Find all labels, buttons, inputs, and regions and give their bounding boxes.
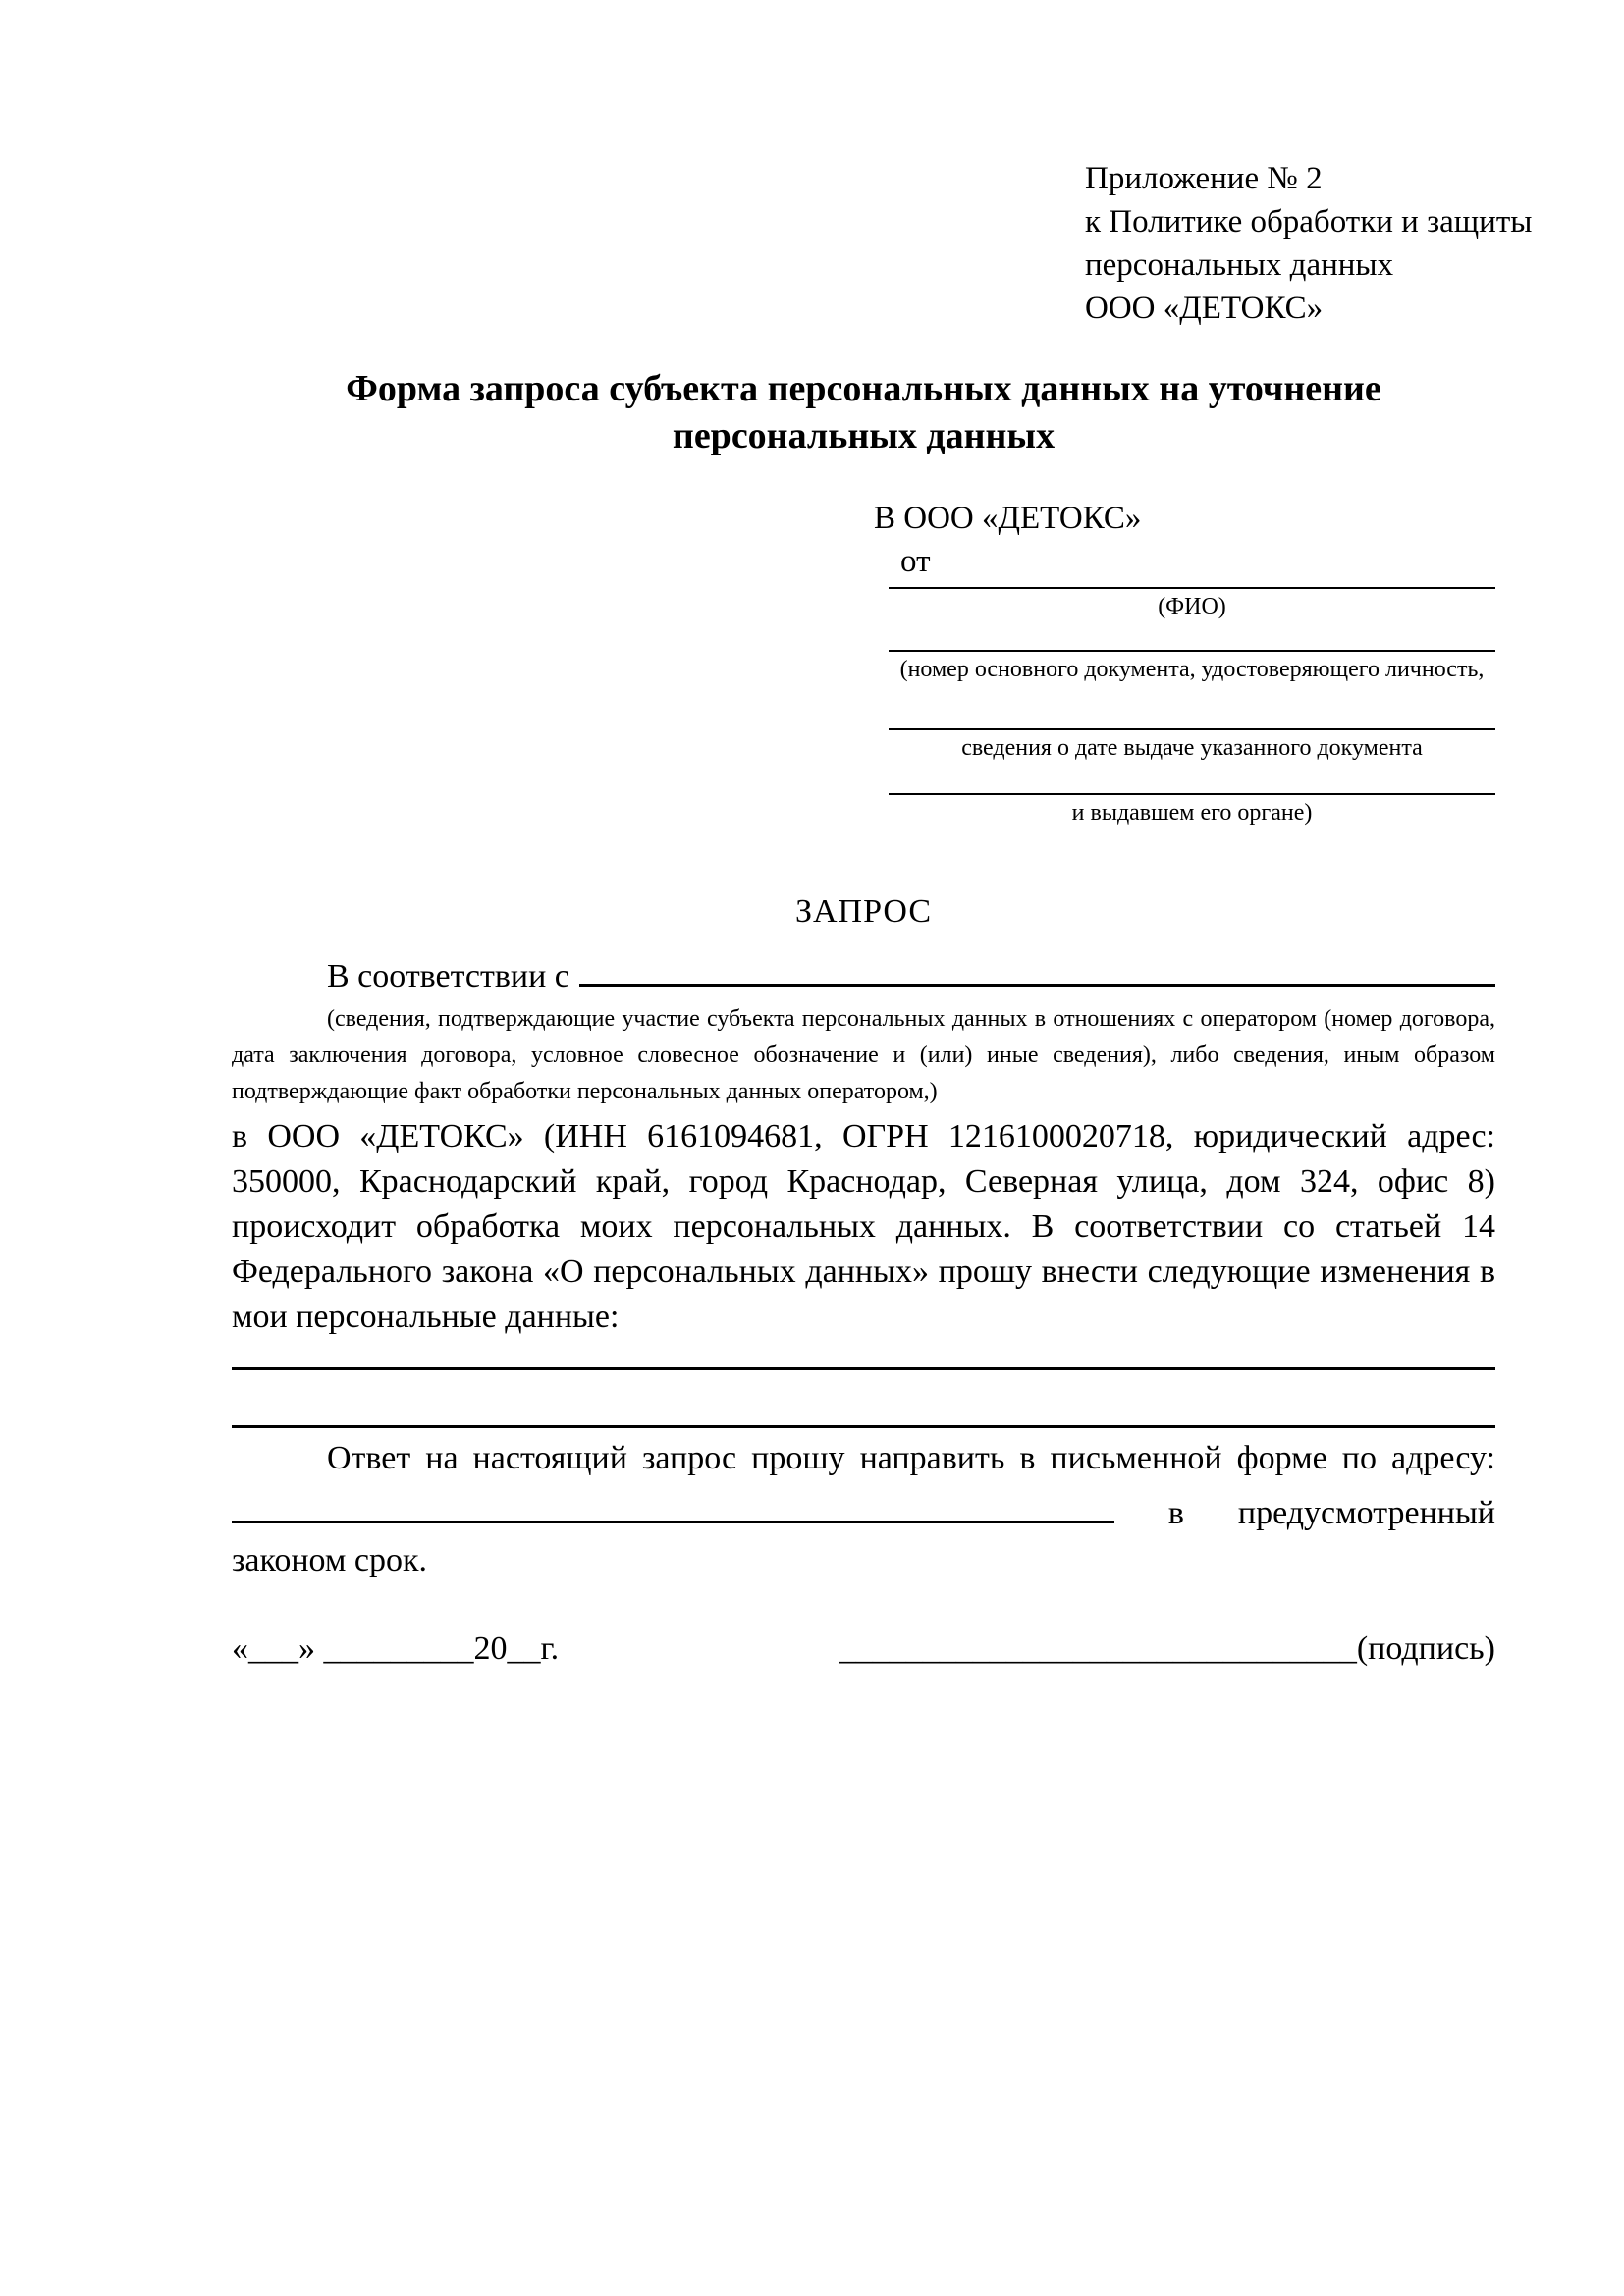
- fill-field-document-number: [889, 650, 1495, 685]
- reply-paragraph-line3: законом срок.: [232, 1542, 427, 1578]
- appendix-line: к Политике обработки и защиты: [1085, 204, 1533, 240]
- write-in-line: [232, 1483, 1114, 1523]
- date-signature-row: [232, 1627, 1495, 1672]
- field-caption: и выдавшем его органе): [1071, 800, 1313, 826]
- field-caption: (номер основного документа, удостоверяющего личность,: [899, 657, 1485, 682]
- addressee-from-label: от: [900, 544, 931, 579]
- fill-field-fio: [889, 587, 1495, 622]
- request-heading: ЗАПРОС: [794, 893, 933, 930]
- appendix-line: персональных данных: [1085, 247, 1394, 283]
- addressee-to: В ООО «ДЕТОКС»: [874, 501, 1142, 536]
- write-in-line: [232, 1367, 1495, 1370]
- write-in-line: [232, 1425, 1495, 1428]
- reply-word: предусмотренный: [1237, 1495, 1495, 1531]
- signature-label: (подпись): [1356, 1630, 1495, 1667]
- addressee-block: [232, 497, 1495, 583]
- document-title: Форма запроса субъекта персональных данных на уточнение персональных данных: [346, 368, 1381, 456]
- appendix-line: Приложение № 2: [1085, 161, 1323, 196]
- signature-line: _______________________________: [839, 1630, 1357, 1667]
- appendix-line: ООО «ДЕТОКС»: [1085, 291, 1324, 326]
- reply-word: в: [1167, 1495, 1184, 1531]
- reply-paragraph-line1: Ответ на настоящий запрос прошу направить в письменной форме по адресу:: [327, 1440, 1495, 1476]
- signature-fill-in: [839, 1627, 1495, 1672]
- field-caption: (ФИО): [1158, 594, 1226, 619]
- intro-footnote: (сведения, подтверждающие участие субъекта персональных данных в отношениях с оператором (номер договора, дата заключения договора, условное словесное обозначение и (или) иные сведения), либо сведения, иным образом подтверждающие факт обработки персональных данных оператором,): [232, 1006, 1495, 1104]
- field-caption: сведения о дате выдаче указанного документа: [961, 735, 1423, 761]
- appendix-header: [1085, 157, 1533, 330]
- identity-fill-fields: [889, 587, 1495, 828]
- intro-prefix: В соответствии с: [327, 958, 569, 994]
- intro-row: [232, 946, 1495, 999]
- fill-field-issuing-authority: [889, 793, 1495, 828]
- reply-paragraph-line2: [232, 1483, 1495, 1536]
- fill-field-issue-date: [889, 728, 1495, 764]
- write-in-line: [579, 946, 1495, 987]
- date-fill-in: «___» _________20__г.: [232, 1630, 560, 1667]
- request-body-paragraph: в ООО «ДЕТОКС» (ИНН 6161094681, ОГРН 1216100020718, юридический адрес: 350000, Краснодарский край, город Краснодар, Северная улица, дом 324, офис 8) происходит обработка моих персональных данных. В соответствии со статьей 14 Федерального закона «О персональных данных» прошу внести следующие изменения в мои персональные данные:: [232, 1118, 1495, 1335]
